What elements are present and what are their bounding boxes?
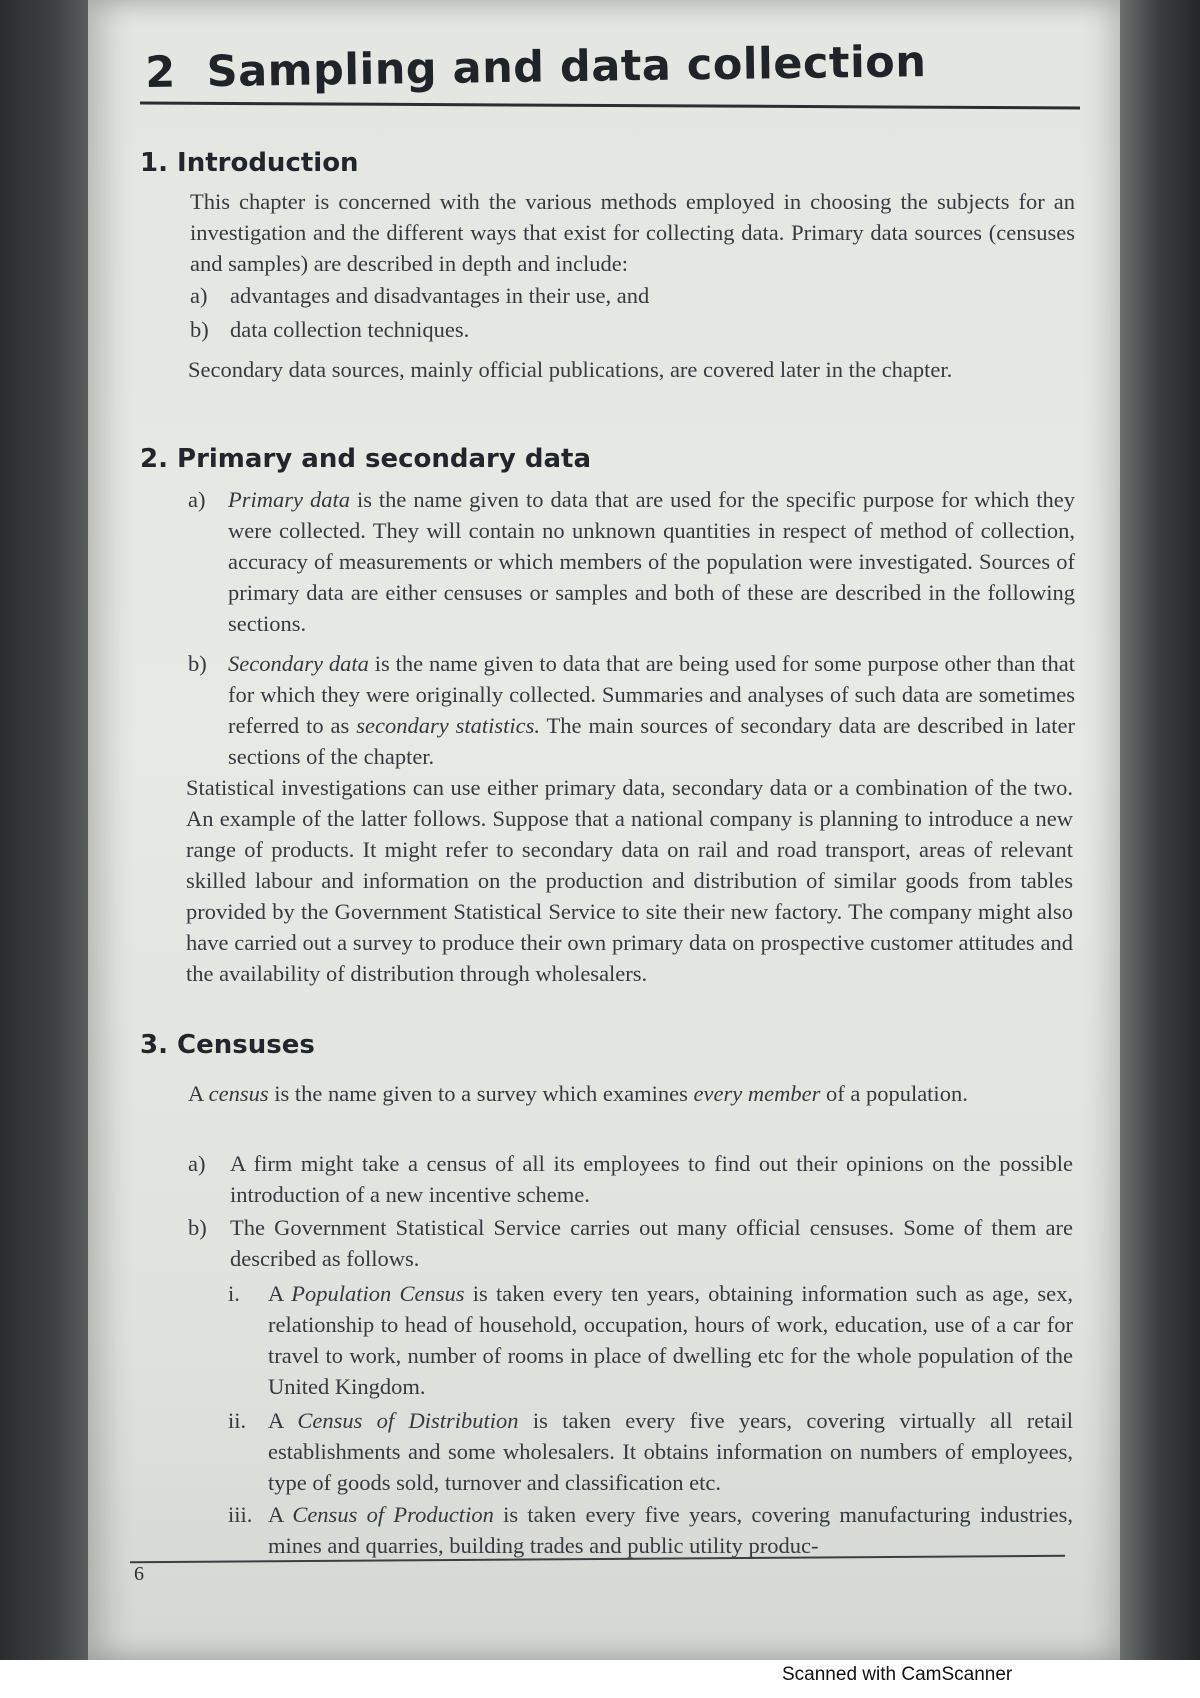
sub-list-item-census-of-distribution: [228, 1405, 1073, 1499]
chapter-number: 2: [145, 47, 177, 98]
intro-paragraph: This chapter is concerned with the various methods employed in choosing the subjects for an investigation and the different ways that exist for collecting data. Primary data sources (censuses and samples) are described in depth and include:: [190, 189, 1075, 276]
text: is taken every ten years, obtaining information such as age, sex, relationship to head of household, occupation, hours of work, education, use of a car for travel to work, number of rooms in place of dwelling etc for the whole population of the United Kingdom.: [268, 1281, 1074, 1399]
term-secondary-data: Secondary data: [228, 651, 369, 676]
term-census-of-production: Census of Production: [292, 1502, 494, 1527]
list-text: The Government Statistical Service carries out many official censuses. Some of them are described as follows.: [230, 1215, 1073, 1271]
sub-list-text: [268, 1499, 1073, 1561]
intro-secondary-paragraph: Secondary data sources, mainly official publications, are covered later in the chapter.: [188, 357, 953, 382]
section-heading-censuses: 3. Censuses: [140, 1030, 315, 1060]
text: A: [268, 1408, 298, 1433]
term-census: census: [208, 1081, 269, 1106]
definition-text: is the name given to data that are used for the specific purpose for which they were collected. They will contain no unknown quantities in respect of method of collection, accuracy of measurements or which members of the population were investigated. Sources of primary data are either censuses or samples and both of these are described in the following sections.: [228, 487, 1075, 636]
text: A: [188, 1081, 209, 1106]
section-heading-introduction: 1. Introduction: [140, 148, 359, 178]
sub-list-item-population-census: [228, 1278, 1073, 1403]
list-text: data collection techniques.: [230, 317, 470, 342]
list-label: a): [188, 487, 206, 512]
list-item: [190, 314, 1075, 345]
title-rule: [140, 102, 1080, 110]
list-item: [188, 1212, 1073, 1276]
text: A: [268, 1281, 292, 1306]
list-text: [228, 484, 1075, 639]
definition-text: is the name given to data that are being used for some purpose other than that for which they were originally collected. Summaries and analyses of such data are sometimes referred to as: [228, 651, 1076, 738]
list-text: [228, 648, 1075, 772]
term-census-of-distribution: Census of Distribution: [297, 1408, 519, 1433]
statistical-investigations-paragraph: Statistical investigations can use either primary data, secondary data or a combination of the two. An example of the latter follows. Suppose that a national company is planning to introduce a new range of products. It might refer to secondary data on rail and road transport, areas of relevant skilled labour and information on the production and distribution of similar goods from tables provided by the Government Statistical Service to site their new factory. The company might also have carried out a survey to produce their own primary data on prospective customer attitudes and the availability of distribution through wholesalers.: [186, 775, 1073, 986]
list-text: advantages and disadvantages in their use, and: [230, 283, 650, 308]
text: is the name given to a survey which examines: [268, 1081, 694, 1106]
chapter-title: [145, 35, 1046, 98]
text: is taken every five years, covering manufacturing industries, mines and quarries, building trades and public utility produc-: [268, 1502, 1074, 1558]
text: of a population.: [820, 1081, 968, 1106]
sub-list-text: [268, 1278, 1073, 1402]
scanner-watermark: Scanned with CamScanner: [782, 1664, 1013, 1685]
list-label: b): [188, 1215, 207, 1240]
list-label: a): [188, 1151, 206, 1176]
list-item-primary-data: [188, 484, 1075, 644]
section-heading-primary-secondary: 2. Primary and secondary data: [140, 444, 591, 474]
text: A: [268, 1502, 293, 1527]
list-label: b): [190, 317, 209, 342]
page-number: 6: [134, 1563, 144, 1585]
sub-list-label: ii.: [228, 1408, 247, 1433]
term-secondary-statistics: secondary statistics.: [356, 713, 541, 738]
list-item: [188, 1148, 1073, 1212]
sub-list-label: iii.: [228, 1502, 253, 1527]
list-text: A firm might take a census of all its employees to find out their opinions on the possible introduction of a new incentive scheme.: [230, 1151, 1073, 1207]
definition-text: The main sources of secondary data are described in later sections of the chapter.: [228, 713, 1075, 769]
list-item: [190, 280, 1075, 311]
term-primary-data: Primary data: [228, 487, 350, 512]
census-definition: [188, 1078, 1073, 1109]
term-every-member: every member: [693, 1081, 821, 1106]
list-label: a): [190, 283, 208, 308]
sub-list-label: i.: [228, 1281, 240, 1306]
sub-list-item-census-of-production: [228, 1499, 1073, 1561]
list-item-secondary-data: [188, 648, 1075, 776]
term-population-census: Population Census: [291, 1281, 465, 1306]
sub-list-text: [268, 1405, 1073, 1498]
chapter-title-text: Sampling and data collection: [206, 37, 927, 98]
list-label: b): [188, 651, 207, 676]
text: is taken every five years, covering virtually all retail establishments and some wholesalers. It obtains information on numbers of employees, type of goods sold, turnover and classification etc.: [268, 1408, 1073, 1495]
